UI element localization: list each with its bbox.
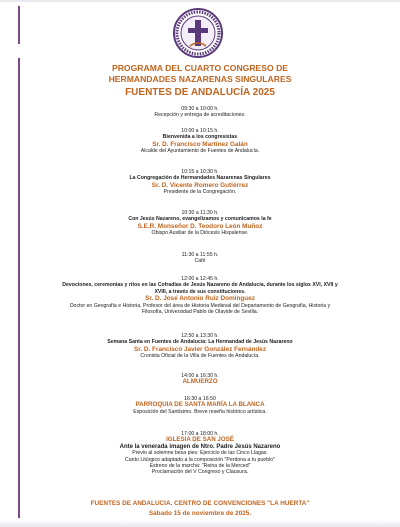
confederation-seal-logo: [168, 6, 228, 60]
schedule-role: Cronista Oficial de la Villa de Fuentes de Andalucía.: [140, 353, 260, 360]
schedule-time: 12:50 a 13:30 h.: [181, 333, 219, 339]
bottom-shadow: [0, 520, 400, 527]
schedule-time: 16:30 a 16:50: [184, 396, 216, 402]
schedule-time: 17:00 a 18:00 h.: [181, 431, 219, 437]
schedule-speaker: Sr. D. Francisco Martínez Galán: [152, 140, 248, 148]
schedule-speaker: Sr. D. Vicente Romero Gutiérrez: [151, 181, 249, 189]
left-rule: [18, 58, 20, 518]
schedule-item: [60, 210, 340, 237]
schedule-time: 12:00 a 12:45 h.: [181, 276, 219, 282]
schedule-heading: PARROQUIA DE SANTA MARÍA LA BLANCA: [135, 401, 265, 409]
schedule-role: Obispo Auxiliar de la Diócesis Hispalense.: [151, 230, 249, 237]
schedule-line: Proclamación del V Congreso y Clausura.: [151, 469, 249, 476]
program-title-line3: FUENTES DE ANDALUCÍA 2025: [125, 87, 275, 98]
schedule-text: Café: [194, 258, 206, 265]
schedule-speaker: Sr. D. Francisco Javier González Fernández: [133, 345, 267, 353]
schedule-time: 09:30 a 10:00 h.: [181, 106, 219, 112]
schedule-time: 10:30 a 11:30 h.: [181, 210, 219, 216]
schedule-time: 10:00 a 10:15 h.: [181, 128, 219, 134]
schedule-role: Presidente de la Congregación.: [163, 189, 237, 196]
schedule-role: Exposición del Santísimo. Breve reseña histórico artística.: [133, 408, 267, 415]
schedule-speaker: S.E.R. Monseñor D. Teodoro León Muñoz: [137, 222, 263, 230]
schedule-time: 11:30 a 11:55 h.: [181, 252, 219, 258]
schedule-item: [60, 106, 340, 119]
footer-venue: FUENTES DE ANDALUCIA. CENTRO DE CONVENCIONES "LA HUERTA": [90, 500, 310, 507]
schedule-item: [60, 431, 340, 476]
schedule-time: 10:15 a 10:30 h.: [181, 169, 219, 175]
schedule-heading: IGLESIA DE SAN JOSÉ: [166, 436, 234, 444]
schedule-speaker: Sr. D. José Antonio Ruiz Domínguez: [145, 295, 255, 303]
left-rule-top: [18, 6, 20, 44]
schedule-heading: ALMUERZO: [182, 378, 218, 386]
schedule-line: Previo al solemne besa pies: Ejercicio de las Cinco Llagas.: [132, 450, 268, 457]
schedule-time: 14:00 a 16:30 h.: [181, 373, 219, 379]
schedule-title: Ante la venerada imagen de Ntro. Padre Jesús Nazareno: [119, 443, 281, 450]
schedule-title: Devociones, ceremonias y ritos en las Cofradías de Jesús Nazareno de Andalucía, durante los siglos XVI, XVII y XVIII, a través de sus constituciones.: [62, 282, 338, 295]
program-title-line2: HERMANDADES NAZARENAS SINGULARES: [108, 74, 292, 84]
schedule-item: [60, 276, 340, 316]
schedule-text: Recepción y entrega de acreditaciones.: [154, 112, 246, 119]
footer-date: Sábado 15 de noviembre de 2025.: [148, 510, 252, 517]
schedule-title: Bienvenida a los congresistas: [162, 134, 238, 141]
schedule-item: [60, 396, 340, 415]
schedule-role: Alcalde del Ayuntamiento de Fuentes de Andalucía.: [140, 148, 260, 155]
schedule-item: [60, 252, 340, 265]
top-border: [0, 0, 400, 2]
schedule-line: Estreno de la marcha: "Reina de la Merced": [149, 463, 251, 470]
schedule-role: Doctor en Geografía e Historia. Profesor del área de Historia Medieval del Departamento de Geografía, Historia y Filosofía, Universidad Pablo de Olavide de Sevilla.: [69, 302, 331, 316]
schedule-title: La Congregación de Hermandades Nazarenas Singulares: [129, 175, 271, 182]
schedule-item: [60, 128, 340, 155]
program-title-line1: PROGRAMA DEL CUARTO CONGRESO DE: [111, 63, 289, 73]
schedule-item: [60, 333, 340, 360]
schedule-title: Con Jesús Nazareno, evangelizamos y comunicamos la fe: [128, 216, 272, 223]
schedule-line: Canto Litúrgico adaptado a la composición "Perdona a tu pueblo": [125, 456, 275, 463]
schedule-item: [60, 373, 340, 386]
schedule-title: Semana Santa en Fuentes de Andalucía: La Hermandad de Jesús Nazareno: [107, 339, 293, 346]
schedule-item: [60, 169, 340, 196]
